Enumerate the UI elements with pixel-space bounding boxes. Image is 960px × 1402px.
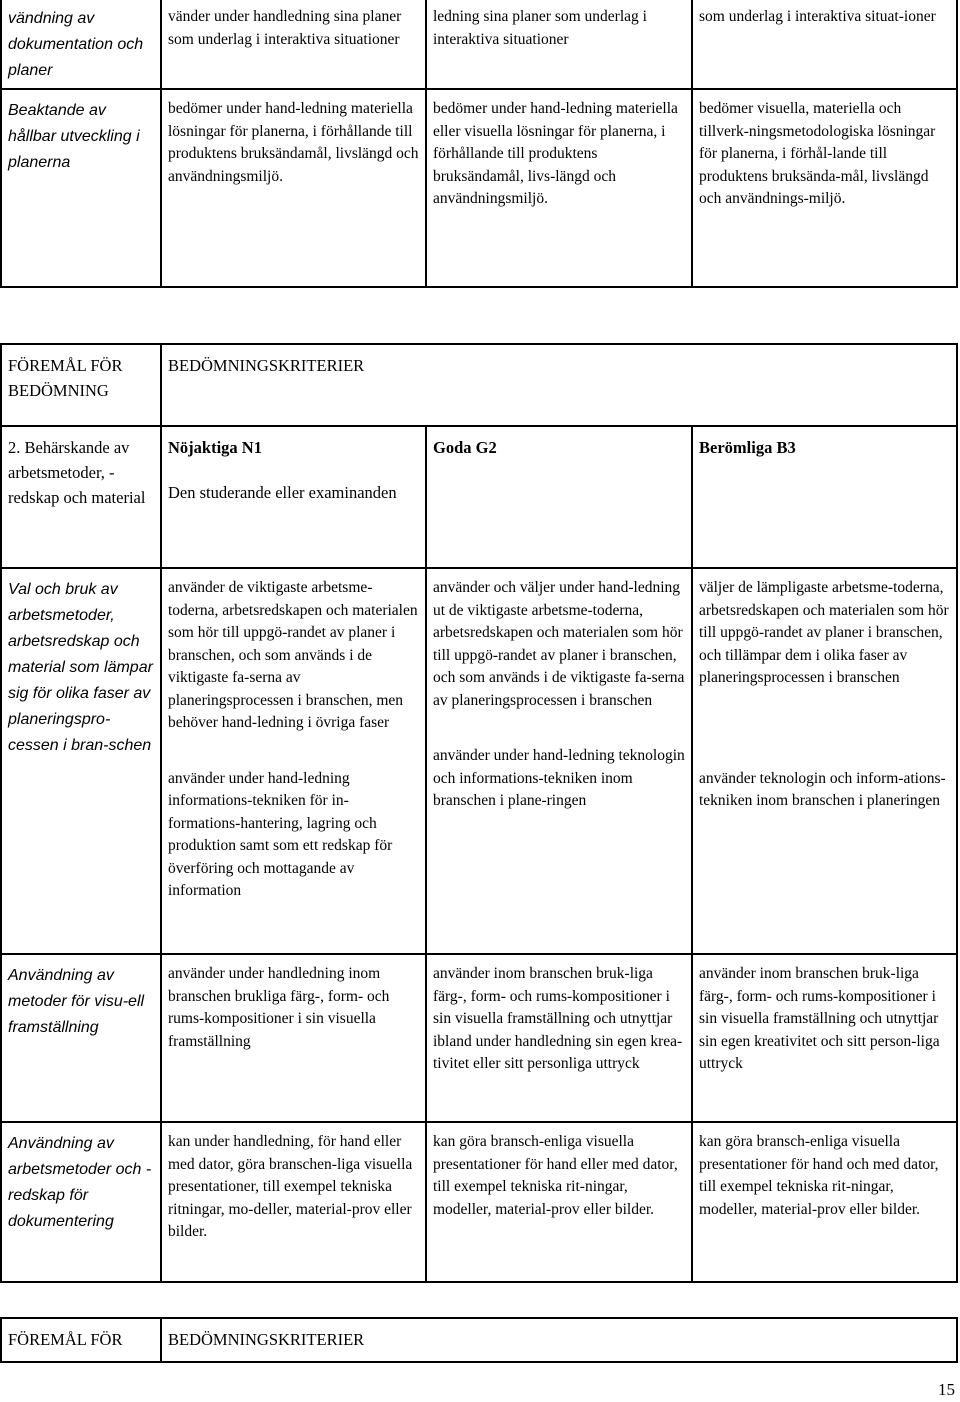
- grade-g2-text: använder och väljer under hand-ledning ut de viktigaste arbetsme-toderna, arbetsredskapen och materialen som hör till uppgö-randet av planer i branschen, och som används i de viktigaste fa-serna av planeringsprocessen i branschen: [433, 579, 685, 709]
- criterion-label: Beaktande av hållbar utveckling i planerna: [1, 89, 161, 287]
- grade-b3-text: som underlag i interaktiva situat-ioner: [692, 0, 957, 89]
- criterion-label: Val och bruk av arbetsmetoder, arbetsredskap och material som lämpar sig för olika faser av planeringspro-cessen i bran-schen: [1, 568, 161, 954]
- criteria-table-main: [0, 343, 958, 1283]
- table-row: [1, 0, 957, 89]
- competence-heading: 2. Behärskande av arbetsmetoder, -redskap och material: [1, 426, 161, 568]
- page-number: 15: [938, 1380, 955, 1399]
- table-row: [1, 1122, 957, 1282]
- table-row: [1, 426, 957, 568]
- table-row: [1, 954, 957, 1122]
- grade-n1-text: använder de viktigaste arbetsme-toderna, arbetsredskapen och materialen som hör till uppgö-randet av planer i branschen, och som används i de viktigaste fa-serna av planeringsprocessen i branschen, men behöver hand-ledning i övriga faser: [168, 579, 418, 731]
- grade-g2-text: bedömer under hand-ledning materiella eller visuella lösningar för planerna, i förhållande till produktens bruksändamål, livs-längd och användningsmiljö.: [426, 89, 692, 287]
- grade-n1-text: använder under handledning inom branschen brukliga färg-, form- och rums-kompositioner i sin visuella framställning: [161, 954, 426, 1122]
- grade-b3-text: bedömer visuella, materiella och tillverk-ningsmetodologiska lösningar för planerna, i förhål-lande till produktens bruksända-mål, livslängd och användnings-miljö.: [692, 89, 957, 287]
- subject-text: Den studerande eller examinanden: [168, 483, 397, 502]
- table-row: [1, 89, 957, 287]
- table-row: [1, 1318, 957, 1362]
- assessment-criteria-heading: BEDÖMNINGSKRITERIER: [161, 344, 957, 426]
- grade-g2-text: kan göra bransch-enliga visuella presentationer för hand eller med dator, till exempel tekniska rit-ningar, modeller, material-prov eller bilder.: [426, 1122, 692, 1282]
- grade-n1-text: kan under handledning, för hand eller med dator, göra branschen-liga visuella presentationer, till exempel tekniska ritningar, mo-deller, material-prov eller bilder.: [161, 1122, 426, 1282]
- grade-b3-text: använder inom branschen bruk-liga färg-, form- och rums-kompositioner i sin visuella framställning och utnyttjar sin egen kreativitet och sitt person-liga uttryck: [692, 954, 957, 1122]
- criterion-label: Användning av arbetsmetoder och -redskap för dokumentering: [1, 1122, 161, 1282]
- grade-n1-heading: Nöjaktiga N1: [168, 438, 262, 457]
- criterion-label: vändning av dokumentation och planer: [1, 0, 161, 89]
- grade-b3-text: använder teknologin och inform-ations-tekniken inom branschen i planeringen: [699, 769, 946, 809]
- assessment-object-heading: FÖREMÅL FÖR: [1, 1318, 161, 1362]
- grade-n1-text: vänder under handledning sina planer som underlag i interaktiva situationer: [161, 0, 426, 89]
- criterion-label: Användning av metoder för visu-ell framställning: [1, 954, 161, 1122]
- grade-g2-text: använder under hand-ledning teknologin och informations-tekniken inom branschen i plane-ringen: [433, 747, 685, 809]
- grade-b3-text: kan göra bransch-enliga visuella presentationer för hand och med dator, till exempel tekniska rit-ningar, modeller, material-prov eller bilder.: [692, 1122, 957, 1282]
- table-row: [1, 344, 957, 426]
- grade-n1-text: använder under hand-ledning informations-tekniken för in-formations-hantering, lagring och produktion samt som ett redskap för överföring och mottagande av information: [168, 769, 393, 899]
- grade-b3-text: väljer de lämpligaste arbetsme-toderna, arbetsredskapen och materialen som hör till uppgö-randet av planer i branschen, och tillämpar dem i olika faser av planeringsprocessen i branschen: [699, 579, 949, 686]
- grade-n1-text: bedömer under hand-ledning materiella lösningar för planerna, i förhållande till produktens bruksändamål, livslängd och användningsmiljö.: [161, 89, 426, 287]
- criteria-table-bottom: [0, 1317, 958, 1363]
- grade-g2-text: ledning sina planer som underlag i interaktiva situationer: [426, 0, 692, 89]
- grade-g2-heading: Goda G2: [433, 438, 497, 457]
- table-row: [1, 568, 957, 954]
- assessment-criteria-heading: BEDÖMNINGSKRITERIER: [161, 1318, 957, 1362]
- criteria-table-top: [0, 0, 958, 288]
- grade-b3-heading: Berömliga B3: [699, 438, 796, 457]
- assessment-object-heading: FÖREMÅL FÖR BEDÖMNING: [1, 344, 161, 426]
- grade-g2-text: använder inom branschen bruk-liga färg-, form- och rums-kompositioner i sin visuella framställning och utnyttjar ibland under handledning sin egen krea-tivitet eller sitt personliga uttryck: [426, 954, 692, 1122]
